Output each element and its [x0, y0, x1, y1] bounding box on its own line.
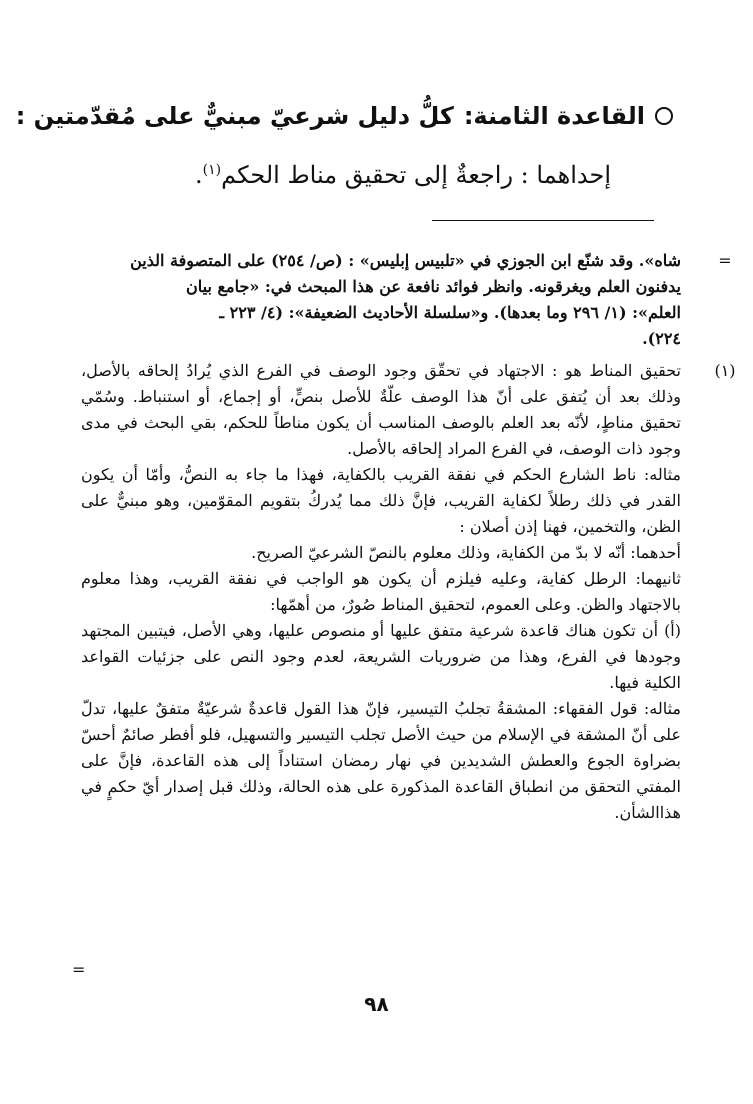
footnote-paragraph: ثانيهما: الرطل كفاية، وعليه فيلزم أن يكون هو الواجب في نفقة القريب، وهذا معلوم بالاجتهاد والظن. وعلى العموم، لتحقيق المناط صُورٌ، من أهمّها: [81, 569, 681, 614]
footnote-marker: (١) [714, 361, 736, 380]
footnote-paragraph: تحقيق المناط هو : الاجتهاد في تحقّق وجود الوصف في الفرع الذي يُرادُ إلحاقه بالأصل، وذلك بعد أن يُتفق على أنّ هذا الوصف علّةٌ للأصل بنصٍّ، أو إجماع، أو استنباط. وسُمّي تحقيق مناطٍ، لأنّه بعد العلم بالوصف المناسب أن يكون مناطاً للحكم، بقي البحث في مدى وجود ذات الوصف، في الفرع المراد إلحاقه بالأصل. [81, 361, 681, 458]
footnote-line: ٢٢٤). [642, 329, 681, 348]
footnotes [81, 248, 736, 826]
continuation-marker: = [718, 251, 732, 270]
rule-heading-label: القاعدة الثامنة: [463, 102, 645, 130]
continuation-mark: = [72, 960, 86, 979]
footnote-line: العلم»: (١/ ٢٩٦ وما بعدها). و«سلسلة الأحاديث الضعيفة»: (٤/ ٢٢٣ ـ [219, 303, 681, 322]
page-number: ٩٨ [364, 992, 389, 1016]
footnote-paragraph: (أ) أن تكون هناك قاعدة شرعية متفق عليها أو منصوص عليها، وهي الأصل، فيتبين المجتهد وجودها في الفرع، وهذا من ضروريات الشريعة، لعدم وجود النص على جزئيات القواعد الكلية فيها. [81, 621, 681, 692]
footnote-line: يدفنون العلم ويغرقونه. وانظر فوائد نافعة عن هذا المبحث في: «جامع بيان [186, 277, 681, 296]
premise-text: إحداهما : راجعةٌ إلى تحقيق مناط الحكم [221, 161, 611, 189]
footnote-paragraph: مثاله: قول الفقهاء: المشقةُ تجلبُ التيسير، فإنّ هذا القول قاعدةٌ شرعيّةٌ متفقٌ عليها، تدلّ على أنّ المشقة في الإسلام من حيث الأصل تجلب التيسير والتسهيل، فلو أفطر صائمٌ أحسّ بضراوة الجوع والعطش الشديدين في نهار رمضان استناداً إلى هذه القاعدة، فإنَّ على المفتي التحقق من انطباق القاعدة المذكورة على هذه الحالة، وذلك قبل إصدار أيّ حكمٍ في هذاالشأن. [81, 699, 681, 822]
premise-end: . [195, 161, 203, 189]
footnote-paragraph: مثاله: ناط الشارع الحكم في نفقة القريب بالكفاية، فهذا ما جاء به النصُّ، وأمّا أن يكون القدر في ذلك رطلاً لكفاية القريب، فإنَّ ذلك مما يُدركُ بتقويم المقوّمين، وهو مبنيٌّ على الظن، والتخمين، فهنا إذن أصلان : [81, 465, 681, 536]
footnote-separator [432, 220, 654, 221]
footnote-paragraph: أحدهما: أنّه لا بدّ من الكفاية، وذلك معلوم بالنصّ الشرعيّ الصريح. [251, 543, 681, 562]
footnote-line: شاه». وقد شنّع ابن الجوزي في «تلبيس إبليس» : (ص/ ٢٥٤) على المتصوفة الذين [130, 251, 681, 270]
footnote-continuation [81, 248, 732, 352]
rule-heading [15, 96, 673, 136]
footnote-reference[interactable]: (١) [202, 162, 222, 178]
circle-bullet-icon [655, 107, 673, 125]
rule-heading-text: كلُّ دليل شرعيّ مبنيٌّ على مُقدّمتين : [15, 102, 454, 130]
premise-line [91, 150, 611, 195]
footnote-1 [81, 358, 736, 826]
